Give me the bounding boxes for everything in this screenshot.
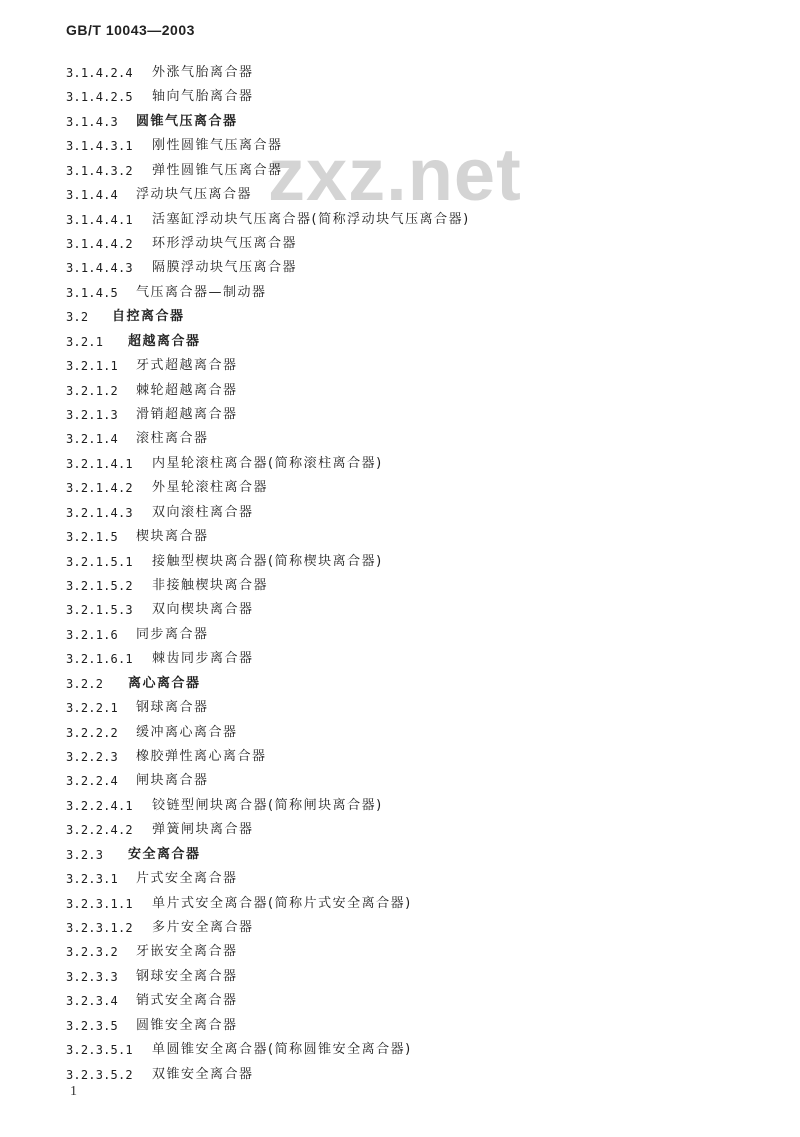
entry-title: 单圆锥安全离合器(简称圆锥安全离合器) (152, 1042, 412, 1057)
entry-title: 活塞缸浮动块气压离合器(简称浮动块气压离合器) (152, 212, 470, 227)
entry-number: 3.2.1.4.1 (66, 457, 133, 471)
entry-title: 销式安全离合器 (136, 993, 238, 1008)
entry-number: 3.2.2.3 (66, 750, 118, 764)
entry-number: 3.2.1.4 (66, 432, 118, 446)
entry-title: 外涨气胎离合器 (152, 65, 254, 80)
entry-number: 3.2.1.5.1 (66, 555, 133, 569)
entry-title: 浮动块气压离合器 (136, 187, 253, 202)
entry-number: 3.2.3.5.2 (66, 1068, 133, 1082)
entry-title: 钢球离合器 (136, 700, 209, 715)
entry-number: 3.2.1.5.2 (66, 579, 133, 593)
entry-title: 外星轮滚柱离合器 (152, 480, 269, 495)
entry-number: 3.1.4.3.2 (66, 164, 133, 178)
entry-number: 3.2.1.6 (66, 628, 118, 642)
entry-number: 3.2.3.2 (66, 945, 118, 959)
entry-number: 3.2.3.1 (66, 872, 118, 886)
entry-title: 缓冲离心离合器 (136, 725, 238, 740)
entry-number: 3.2.2.2 (66, 726, 118, 740)
entry-title: 非接触楔块离合器 (152, 578, 269, 593)
entry-title: 双锥安全离合器 (152, 1067, 254, 1082)
entry-title: 隔膜浮动块气压离合器 (152, 260, 298, 275)
entry-number: 3.1.4.4.2 (66, 237, 133, 251)
entry-number: 3.1.4.4 (66, 188, 118, 202)
entry-number: 3.2.2.4.1 (66, 799, 133, 813)
standard-header: GB/T 10043—2003 (66, 22, 195, 38)
entry-number: 3.2.1.4.2 (66, 481, 133, 495)
entry-title: 同步离合器 (136, 627, 209, 642)
entry-number: 3.2.1.2 (66, 384, 118, 398)
entry-number: 3.2.1.5 (66, 530, 118, 544)
entry-number: 3.2.3.1.1 (66, 897, 133, 911)
entry-title: 弹性圆锥气压离合器 (152, 163, 283, 178)
entry-title: 安全离合器 (128, 847, 201, 862)
entry-number: 3.2.2.4 (66, 774, 118, 788)
entry-title: 环形浮动块气压离合器 (152, 236, 298, 251)
entry-number: 3.1.4.3.1 (66, 139, 133, 153)
entry-number: 3.2.1.6.1 (66, 652, 133, 666)
entry-title: 多片安全离合器 (152, 920, 254, 935)
entry-title: 棘轮超越离合器 (136, 383, 238, 398)
entry-title: 轴向气胎离合器 (152, 89, 254, 104)
entry-number: 3.1.4.2.5 (66, 90, 133, 104)
entry-title: 圆锥安全离合器 (136, 1018, 238, 1033)
entry-title: 自控离合器 (112, 309, 185, 324)
entry-number: 3.2.3.1.2 (66, 921, 133, 935)
entry-number: 3.2.3.3 (66, 970, 118, 984)
entry-title: 双向滚柱离合器 (152, 505, 254, 520)
entry-title: 圆锥气压离合器 (136, 114, 238, 129)
entry-number: 3.2.3.5.1 (66, 1043, 133, 1057)
entry-number: 3.2 (66, 310, 89, 324)
entry-title: 离心离合器 (128, 676, 201, 691)
entry-number: 3.2.1.5.3 (66, 603, 133, 617)
entry-number: 3.1.4.2.4 (66, 66, 133, 80)
entry-number: 3.2.1 (66, 335, 104, 349)
entry-number: 3.1.4.5 (66, 286, 118, 300)
entry-title: 滚柱离合器 (136, 431, 209, 446)
entry-title: 钢球安全离合器 (136, 969, 238, 984)
entry-title: 片式安全离合器 (136, 871, 238, 886)
entry-title: 楔块离合器 (136, 529, 209, 544)
entry-title: 滑销超越离合器 (136, 407, 238, 422)
entry-title: 铰链型闸块离合器(简称闸块离合器) (152, 798, 383, 813)
entry-number: 3.2.3 (66, 848, 104, 862)
entry-title: 棘齿同步离合器 (152, 651, 254, 666)
entry-number: 3.1.4.4.3 (66, 261, 133, 275)
entry-title: 超越离合器 (128, 334, 201, 349)
entry-number: 3.1.4.3 (66, 115, 118, 129)
entry-number: 3.2.2.4.2 (66, 823, 133, 837)
entry-number: 3.1.4.4.1 (66, 213, 133, 227)
entry-title: 接触型楔块离合器(简称楔块离合器) (152, 554, 383, 569)
entry-number: 3.2.2.1 (66, 701, 118, 715)
entry-title: 内星轮滚柱离合器(简称滚柱离合器) (152, 456, 383, 471)
entry-number: 3.2.3.5 (66, 1019, 118, 1033)
entry-title: 单片式安全离合器(简称片式安全离合器) (152, 896, 412, 911)
entry-title: 橡胶弹性离心离合器 (136, 749, 267, 764)
entry-title: 刚性圆锥气压离合器 (152, 138, 283, 153)
entry-number: 3.2.1.1 (66, 359, 118, 373)
entry-title: 牙嵌安全离合器 (136, 944, 238, 959)
watermark: zxz.net (268, 133, 522, 216)
entry-title: 气压离合器—制动器 (136, 285, 267, 300)
page-number: 1 (70, 1084, 77, 1099)
entry-number: 3.2.2 (66, 677, 104, 691)
entry-number: 3.2.1.3 (66, 408, 118, 422)
entry-title: 弹簧闸块离合器 (152, 822, 254, 837)
entry-title: 双向楔块离合器 (152, 602, 254, 617)
entry-number: 3.2.1.4.3 (66, 506, 133, 520)
entry-title: 闸块离合器 (136, 773, 209, 788)
entry-number: 3.2.3.4 (66, 994, 118, 1008)
entry-title: 牙式超越离合器 (136, 358, 238, 373)
